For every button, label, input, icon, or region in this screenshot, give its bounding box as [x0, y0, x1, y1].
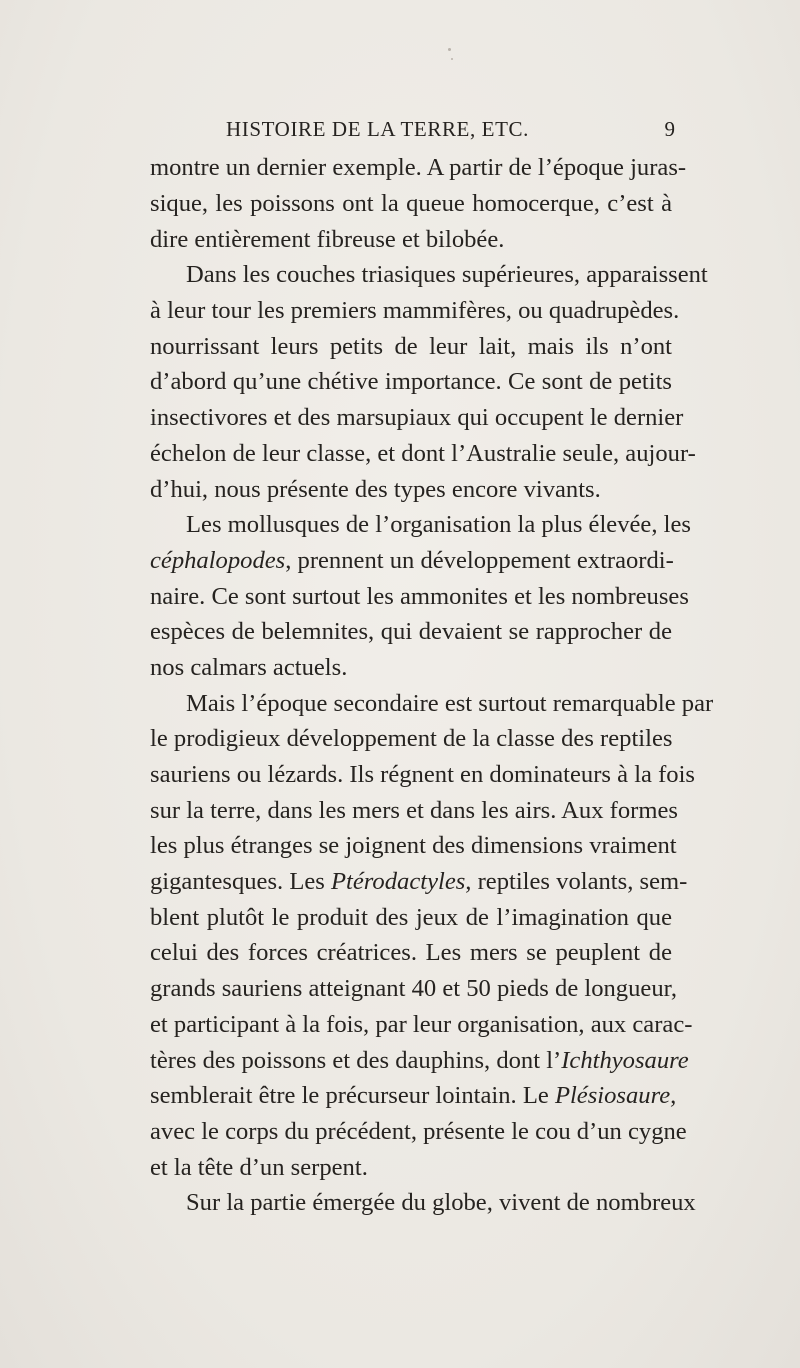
italic-term: Plésiosaure, [554, 1082, 677, 1110]
text-line: d’hui, nous présente des types encore vivants. [150, 475, 601, 503]
paper-speck [451, 58, 453, 60]
text-line: tères des poissons et des dauphins, dont l’Ichthyosaure [150, 1046, 689, 1074]
page-header [150, 117, 675, 147]
text-line: celui des forces créatrices. Les mers se peuplent de [150, 939, 672, 967]
text-line: sur la terre, dans les mers et dans les airs. Aux formes [150, 796, 678, 824]
italic-term: céphalopodes [150, 546, 286, 574]
text-line: et la tête d’un serpent. [150, 1153, 368, 1181]
text-line: nourrissant leurs petits de leur lait, mais ils n’ont [150, 332, 672, 360]
text-line: et participant à la fois, par leur organisation, aux carac- [150, 1010, 693, 1038]
text-line: Dans les couches triasiques supérieures, apparaissent [186, 261, 708, 289]
text-line: naire. Ce sont surtout les ammonites et les nombreuses [150, 582, 689, 610]
text-line: Mais l’époque secondaire est surtout remarquable par [186, 689, 714, 717]
text-line: nos calmars actuels. [150, 653, 348, 681]
italic-term: Ptérodactyles, [331, 868, 472, 896]
running-title: HISTOIRE DE LA TERRE, ETC. [226, 117, 529, 141]
page-number: 9 [664, 117, 675, 141]
text-line: montre un dernier exemple. A partir de l’époque juras- [150, 154, 687, 181]
paper-speck [448, 48, 451, 51]
text-line: blent plutôt le produit des jeux de l’imagination que [150, 903, 672, 931]
text-line: semblerait être le précurseur lointain. Le Plésiosaure, [150, 1082, 677, 1110]
text-line: céphalopodes, prennent un développement extraordi- [150, 546, 674, 574]
text-line: sauriens ou lézards. Ils régnent en dominateurs à la fois [150, 761, 695, 788]
text-line: avec le corps du précédent, présente le cou d’un cygne [150, 1117, 687, 1145]
text-line: gigantesques. Les Ptérodactyles, reptiles volants, sem- [150, 868, 688, 896]
text-line: échelon de leur classe, et dont l’Australie seule, aujour- [150, 439, 696, 467]
text-line: insectivores et des marsupiaux qui occupent le dernier [150, 404, 684, 432]
text-line: le prodigieux développement de la classe des reptiles [150, 725, 673, 753]
text-line: Sur la partie émergée du globe, vivent de nombreux [186, 1189, 696, 1217]
text-line: sique, les poissons ont la queue homocerque, c’est à [150, 190, 672, 217]
italic-term: Ichthyosaure [561, 1046, 689, 1074]
text-line: Les mollusques de l’organisation la plus élevée, les [186, 511, 691, 539]
text-line: dire entièrement fibreuse et bilobée. [150, 225, 505, 253]
body-text [150, 150, 714, 1221]
text-line: d’abord qu’une chétive importance. Ce sont de petits [150, 368, 672, 396]
text-line: grands sauriens atteignant 40 et 50 pieds de longueur, [150, 975, 677, 1003]
text-line: les plus étranges se joignent des dimensions vraiment [150, 832, 677, 860]
text-line: à leur tour les premiers mammifères, ou quadrupèdes. [150, 297, 680, 325]
text-line: espèces de belemnites, qui devaient se rapprocher de [150, 618, 672, 646]
